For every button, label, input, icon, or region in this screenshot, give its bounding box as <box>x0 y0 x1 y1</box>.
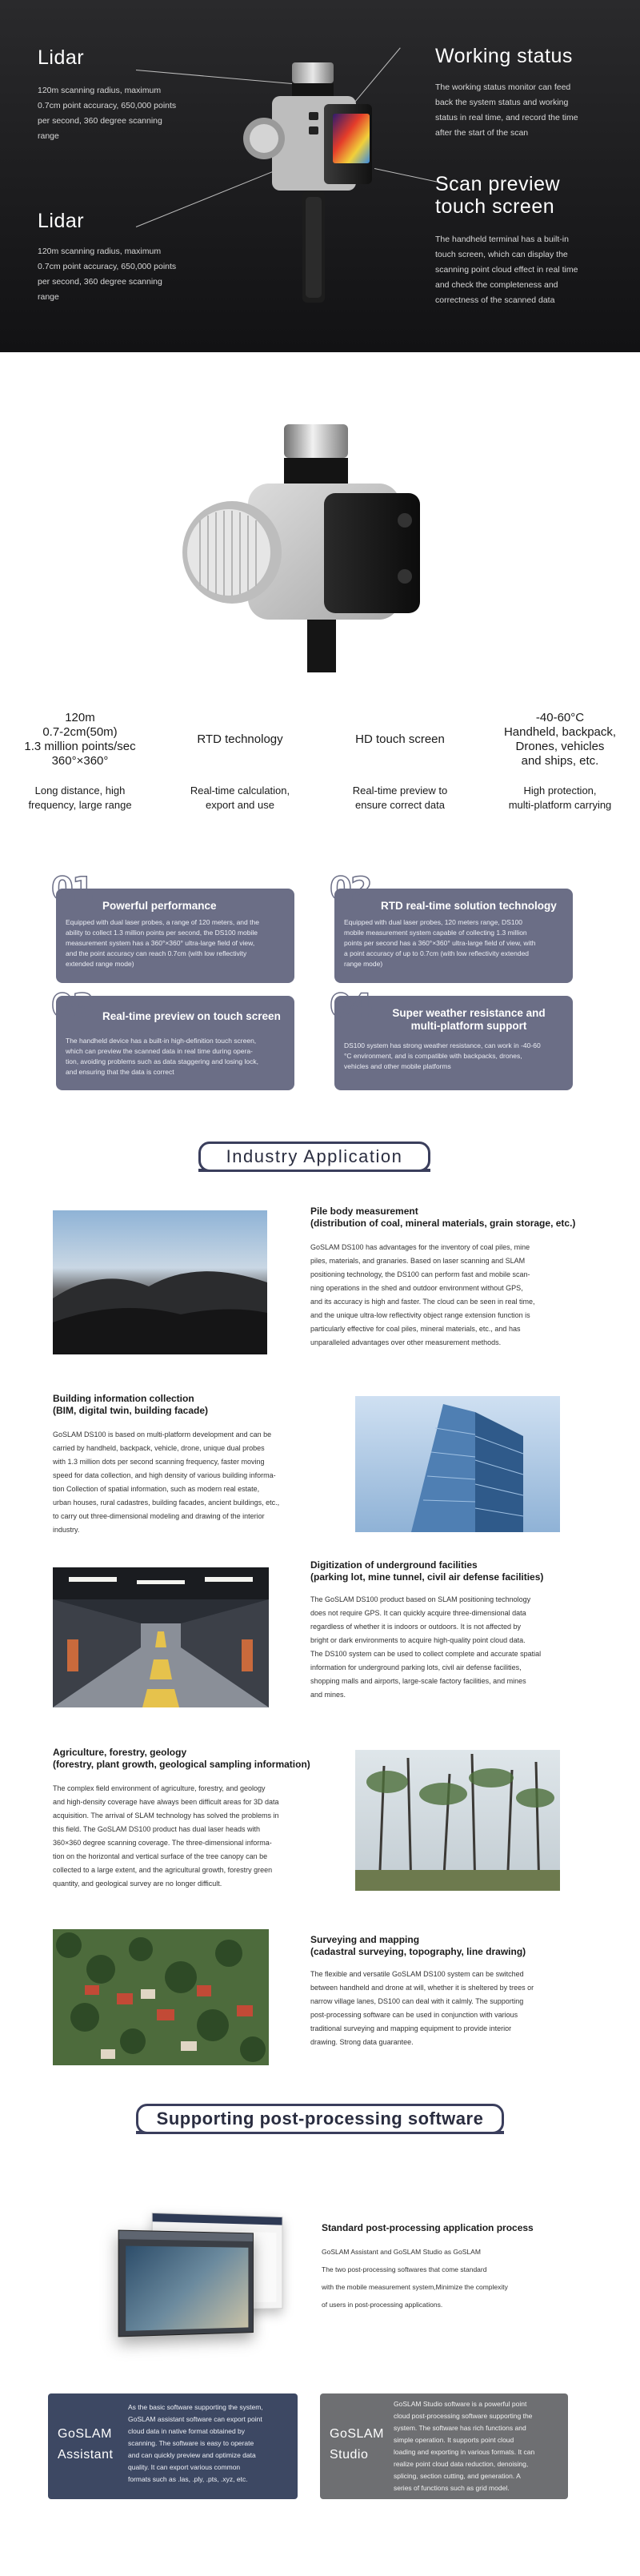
industry-heading-line: Agriculture, forestry, geology <box>53 1747 187 1758</box>
software-screenshot <box>118 2212 283 2337</box>
scanner-device-illustration <box>216 62 384 319</box>
feature-text-line: ability to collect 1.3 million points per second, the DS100 mobile <box>66 929 258 937</box>
industry-heading <box>310 1559 543 1583</box>
feature-number: 03 <box>51 988 93 1025</box>
industry-heading <box>310 1934 526 1958</box>
forest-photo <box>355 1750 560 1891</box>
industry-text-line: acquisition. The arrival of SLAM technology has solved the problems in <box>53 1812 279 1820</box>
section-title-software: Supporting post-processing software <box>136 2104 504 2134</box>
feature-text-line: tion, avoiding problems such as data staggering and losing lock, <box>66 1057 258 1065</box>
coal-pile-photo <box>53 1210 267 1354</box>
parking-lot-photo <box>53 1567 269 1707</box>
industry-text-line: and its accuracy is high and faster. The cloud can be seen in real time, <box>310 1298 535 1306</box>
feature-text <box>66 1036 290 1077</box>
industry-text <box>310 1593 614 1702</box>
window-titlebar <box>119 2231 253 2241</box>
industry-text-line: bright or dark environments to acquire high-quality point cloud data. <box>310 1636 526 1644</box>
industry-heading-line: (forestry, plant growth, geological sampling information) <box>53 1759 310 1770</box>
lidar-bottom-line: 0.7cm point accuracy, 650,000 points <box>38 262 177 271</box>
feature-title-line: multi-platform support <box>410 1020 527 1032</box>
industry-heading-line: (parking lot, mine tunnel, civil air defense facilities) <box>310 1571 544 1583</box>
spec-caption: multi-platform carrying <box>508 799 612 811</box>
assistant-text <box>128 2401 294 2486</box>
industry-text-line: tion on the horizontal and vertical surface of the tree canopy can be <box>53 1852 268 1860</box>
studio-text-line: realize point cloud data reduction, denoising, <box>394 2460 529 2468</box>
spec-caption: Real-time preview to <box>352 784 448 796</box>
assistant-name <box>58 2424 113 2466</box>
lidar-bottom-line: range <box>38 292 59 302</box>
spec-value <box>480 696 640 783</box>
building-photo <box>355 1396 560 1532</box>
feature-text-line: a point accuracy of up to 0.7cm (with low reflectivity extended <box>344 949 530 957</box>
studio-text-line: GoSLAM Studio software is a powerful point <box>394 2400 527 2408</box>
scan-preview-line: The handheld terminal has a built-in <box>435 235 569 244</box>
industry-text-line: with 1.3 million dots per second scanning frequency, faster moving <box>53 1458 265 1466</box>
industry-text <box>310 1968 614 2049</box>
industry-text-line: traditional surveying and mapping equipment to provide interior <box>310 2024 512 2032</box>
spec-caption: Long distance, high <box>34 784 126 796</box>
working-status-title: Working status <box>435 45 573 67</box>
lidar-bottom-line: per second, 360 degree scanning <box>38 277 162 287</box>
studio-text-line: series of functions such as grid model. <box>394 2484 510 2492</box>
industry-text-line: The DS100 system can be used to collect complete and accurate spatial <box>310 1650 542 1658</box>
spec-caption: frequency, large range <box>28 799 132 811</box>
lidar-top-title: Lidar <box>38 46 85 69</box>
feature-text-line: and ensuring that the data is correct <box>66 1068 174 1076</box>
industry-text-line: industry. <box>53 1526 80 1534</box>
software-text-line: with the mobile measurement system,Minimize the complexity <box>322 2283 508 2291</box>
industry-text-line: regardless of whether it is indoors or outdoors. It is not affected by <box>310 1623 521 1631</box>
industry-heading-line: (BIM, digital twin, building facade) <box>53 1405 208 1416</box>
scan-preview-line: touch screen, which can display the <box>435 250 568 259</box>
industry-text-line: post-processing software can be used in conjunction with various <box>310 2011 518 2019</box>
scan-preview-title-line: Scan preview <box>435 173 561 195</box>
feature-text-line: extended range mode) <box>66 960 134 968</box>
feature-text-line: vehicles and other mobile platforms <box>344 1062 451 1070</box>
feature-card <box>51 988 294 1090</box>
point-cloud-view <box>126 2246 248 2331</box>
feature-number: 02 <box>330 871 371 908</box>
industry-text-line: narrow village lanes, DS100 can deal with it calmly. The supporting <box>310 1997 524 2005</box>
forest-illustration <box>355 1750 560 1891</box>
industry-text <box>53 1428 349 1537</box>
studio-text-line: loading and exporting in various formats. It can <box>394 2448 535 2456</box>
lidar-bottom-title: Lidar <box>38 210 85 232</box>
industry-text-line: piles, materials, and granaries. Based on laser scanning and SLAM <box>310 1257 526 1265</box>
spec-value-line: Drones, vehicles <box>515 740 605 753</box>
assistant-text-line: quality. It can export various common <box>128 2463 241 2471</box>
spec-item <box>480 696 640 812</box>
feature-text-line: points per second has a 360°×360° ultra-large field of view, with <box>344 939 536 947</box>
spec-item <box>160 696 320 812</box>
industry-text-line: 360×360 degree scanning coverage. The three-dimensional informa- <box>53 1839 272 1847</box>
feature-number: 01 <box>51 871 93 908</box>
industry-text <box>310 1241 614 1350</box>
software-text <box>322 2243 610 2313</box>
studio-name-line: Studio <box>330 2448 369 2462</box>
spec-value <box>0 696 160 783</box>
industry-heading-line: Pile body measurement <box>310 1206 418 1217</box>
goslam-studio-card <box>320 2393 568 2499</box>
feature-title: Powerful performance <box>102 900 217 912</box>
industry-text-line: and the unique ultra-low reflectivity object range extension function is <box>310 1311 530 1319</box>
working-status-line: status in real time, and record the time <box>435 113 578 122</box>
feature-card <box>330 871 573 983</box>
studio-text <box>394 2398 565 2494</box>
window-titlebar <box>153 2213 282 2225</box>
industry-text-line: positioning technology, the DS100 can perform fast and mobile scan- <box>310 1270 530 1278</box>
scan-preview-line: scanning point cloud effect in real time <box>435 265 578 275</box>
industry-heading <box>53 1393 208 1417</box>
lidar-bottom-line: 120m scanning radius, maximum <box>38 247 162 256</box>
industry-text-line: GoSLAM DS100 has advantages for the inventory of coal piles, mine <box>310 1243 530 1251</box>
spec-value-line: 120m <box>65 711 95 724</box>
assistant-text-line: GoSLAM assistant software can export point <box>128 2415 262 2423</box>
feature-text-line: and the point accuracy can reach 0.7cm (with low reflectivity <box>66 949 247 957</box>
lidar-top-line: per second, 360 degree scanning <box>38 116 162 126</box>
feature-text-line: mobile measurement system capable of collecting 1.3 million <box>344 929 527 937</box>
village-aerial-photo <box>53 1929 269 2065</box>
feature-text <box>66 917 290 969</box>
software-text-line: of users in post-processing applications. <box>322 2301 443 2309</box>
feature-text-line: Equipped with dual laser probes, 120 meters range, DS100 <box>344 918 523 926</box>
industry-text-line: this field. The GoSLAM DS100 product has dual laser heads with <box>53 1825 260 1833</box>
industry-text-line: tion Collection of spatial information, such as modern real estate, <box>53 1485 260 1493</box>
feature-number: 04 <box>330 988 371 1025</box>
software-window-front <box>118 2230 254 2337</box>
working-status-text <box>435 80 635 141</box>
industry-text-line: to carry out three-dimensional modeling and drawing of the interior <box>53 1512 265 1520</box>
goslam-assistant-card <box>48 2393 298 2499</box>
industry-text-line: The complex field environment of agriculture, forestry, and geology <box>53 1784 266 1792</box>
industry-text-line: particularly effective for coal piles, mineral materials, etc., and has <box>310 1325 521 1333</box>
lidar-bottom-text <box>38 244 246 305</box>
lidar-top-line: range <box>38 131 59 141</box>
industry-text-line: between handheld and drone at will, whether it is sheltered by trees or <box>310 1984 534 1992</box>
feature-text-line: Equipped with dual laser probes, a range of 120 meters, and the <box>66 918 259 926</box>
studio-text-line: system. The software has rich functions and <box>394 2424 526 2432</box>
industry-text-line: GoSLAM DS100 is based on multi-platform development and can be <box>53 1430 272 1438</box>
spec-value-line: 1.3 million points/sec <box>24 740 136 753</box>
lidar-top-line: 0.7cm point accuracy, 650,000 points <box>38 101 177 110</box>
spec-row <box>0 696 640 857</box>
spec-caption: ensure correct data <box>354 799 445 811</box>
assistant-text-line: formats such as .las, .ply, .pts, .xyz, etc. <box>128 2475 248 2483</box>
software-text-line: The two post-processing softwares that come standard <box>322 2265 487 2273</box>
industry-heading <box>310 1206 575 1230</box>
spec-caption: High protection, <box>523 784 597 796</box>
spec-value-line: RTD technology <box>197 732 283 746</box>
industry-text-line: collected to a large extent, and the agricultural growth, forestry green <box>53 1866 273 1874</box>
industry-text-line: shopping malls and airports, large-scale factory facilities, and mines <box>310 1677 526 1685</box>
feature-text-line: range mode) <box>344 960 383 968</box>
hero-banner <box>0 0 640 352</box>
scan-preview-title <box>435 173 560 218</box>
industry-text-line: drawing. Strong data guarantee. <box>310 2038 414 2046</box>
feature-text <box>344 917 568 969</box>
industry-text-line: The GoSLAM DS100 product based on SLAM positioning technology <box>310 1595 531 1603</box>
feature-title <box>381 1007 557 1033</box>
industry-text <box>53 1782 349 1891</box>
spec-value-line: and ships, etc. <box>521 754 599 768</box>
feature-title: Real-time preview on touch screen <box>102 1010 281 1022</box>
spec-value-line: HD touch screen <box>355 732 445 746</box>
working-status-line: back the system status and working <box>435 98 569 107</box>
studio-text-line: cloud post-processing software supporting the <box>394 2412 533 2420</box>
industry-heading-line: (distribution of coal, mineral materials, grain storage, etc.) <box>310 1218 576 1229</box>
coal-pile-illustration <box>53 1210 267 1354</box>
assistant-text-line: As the basic software supporting the system, <box>128 2403 263 2411</box>
studio-name-line: GoSLAM <box>330 2427 384 2441</box>
lidar-top-line: 120m scanning radius, maximum <box>38 86 162 95</box>
scan-preview-line: and check the completeness and <box>435 280 558 290</box>
spec-item <box>0 696 160 812</box>
scan-preview-text <box>435 232 635 308</box>
software-text-line: GoSLAM Assistant and GoSLAM Studio as GoSLAM <box>322 2248 481 2256</box>
feature-text-line: The handheld device has a built-in high-definition touch screen, <box>66 1037 257 1045</box>
industry-text-line: unparalleled advantages over other measurement methods. <box>310 1338 502 1346</box>
spec-value-line: Handheld, backpack, <box>503 725 617 739</box>
lidar-top-text <box>38 83 246 144</box>
assistant-text-line: and can quickly preview and optimize data <box>128 2451 256 2459</box>
industry-heading-line: Surveying and mapping <box>310 1934 420 1945</box>
feature-title: RTD real-time solution technology <box>381 900 557 912</box>
industry-text-line: information for underground parking lots, civil air defense facilities, <box>310 1663 522 1671</box>
industry-text-line: does not require GPS. It can quickly acquire three-dimensional data <box>310 1609 526 1617</box>
parking-tunnel-illustration <box>53 1567 269 1707</box>
studio-text-line: splicing, section cutting, and generation. A <box>394 2472 521 2480</box>
spec-caption: Real-time calculation, <box>190 784 290 796</box>
spec-value-line: -40-60°C <box>535 711 585 724</box>
industry-text-line: ning operations in the shed and outdoor environment without GPS, <box>310 1284 523 1292</box>
feature-text-line: measurement system has a 360°×360° ultra-large field of view, <box>66 939 255 947</box>
feature-text-line: °C environment, and is compatible with backpacks, drones, <box>344 1052 522 1060</box>
assistant-name-line: GoSLAM <box>58 2427 112 2441</box>
working-status-line: The working status monitor can feed <box>435 82 571 92</box>
industry-text-line: The flexible and versatile GoSLAM DS100 system can be switched <box>310 1970 524 1978</box>
feature-card <box>330 988 573 1090</box>
assistant-text-line: scanning. The software is easy to operate <box>128 2439 254 2447</box>
software-heading: Standard post-processing application process <box>322 2222 534 2233</box>
industry-heading-line: (cadastral surveying, topography, line drawing) <box>310 1946 526 1957</box>
spec-value <box>320 696 480 783</box>
industry-text-line: and mines. <box>310 1691 346 1699</box>
working-status-line: after the start of the scan <box>435 128 529 138</box>
industry-text-line: quantity, and geological survey are no longer difficult. <box>53 1880 222 1888</box>
feature-card <box>51 871 294 983</box>
building-illustration <box>355 1396 560 1532</box>
village-aerial-illustration <box>53 1929 269 2065</box>
industry-heading-line: Digitization of underground facilities <box>310 1559 478 1571</box>
industry-heading <box>53 1747 310 1771</box>
industry-text-line: speed for data collection, and high density of various building informa- <box>53 1471 276 1479</box>
industry-text-line: urban houses, rural cadastres, building facades, ancient buildings, etc., <box>53 1499 280 1507</box>
assistant-name-line: Assistant <box>58 2448 114 2462</box>
industry-heading-line: Building information collection <box>53 1393 194 1404</box>
scanner-product-image <box>136 400 504 672</box>
scan-preview-line: correctness of the scanned data <box>435 295 555 305</box>
feature-title-line: Super weather resistance and <box>392 1007 546 1019</box>
section-title-industry: Industry Application <box>198 1142 430 1172</box>
feature-text-line: DS100 system has strong weather resistance, can work in -40-60 <box>344 1041 541 1049</box>
scan-preview-title-line: touch screen <box>435 195 555 218</box>
industry-text-line: carried by handheld, backpack, vehicle, drone, unique dual probes <box>53 1444 265 1452</box>
spec-value-line: 0.7-2cm(50m) <box>42 725 118 739</box>
feature-text <box>344 1041 568 1072</box>
spec-item <box>320 696 480 812</box>
feature-text-line: which can preview the scanned data in real time during opera- <box>66 1047 253 1055</box>
studio-name <box>330 2424 384 2466</box>
industry-text-line: and high-density coverage have always been difficult areas for 3D data <box>53 1798 279 1806</box>
assistant-text-line: cloud data in native format obtained by <box>128 2427 246 2435</box>
spec-caption: export and use <box>205 799 274 811</box>
spec-value-line: 360°×360° <box>51 754 109 768</box>
studio-text-line: simple operation. It supports point cloud <box>394 2436 514 2444</box>
spec-value <box>160 696 320 783</box>
